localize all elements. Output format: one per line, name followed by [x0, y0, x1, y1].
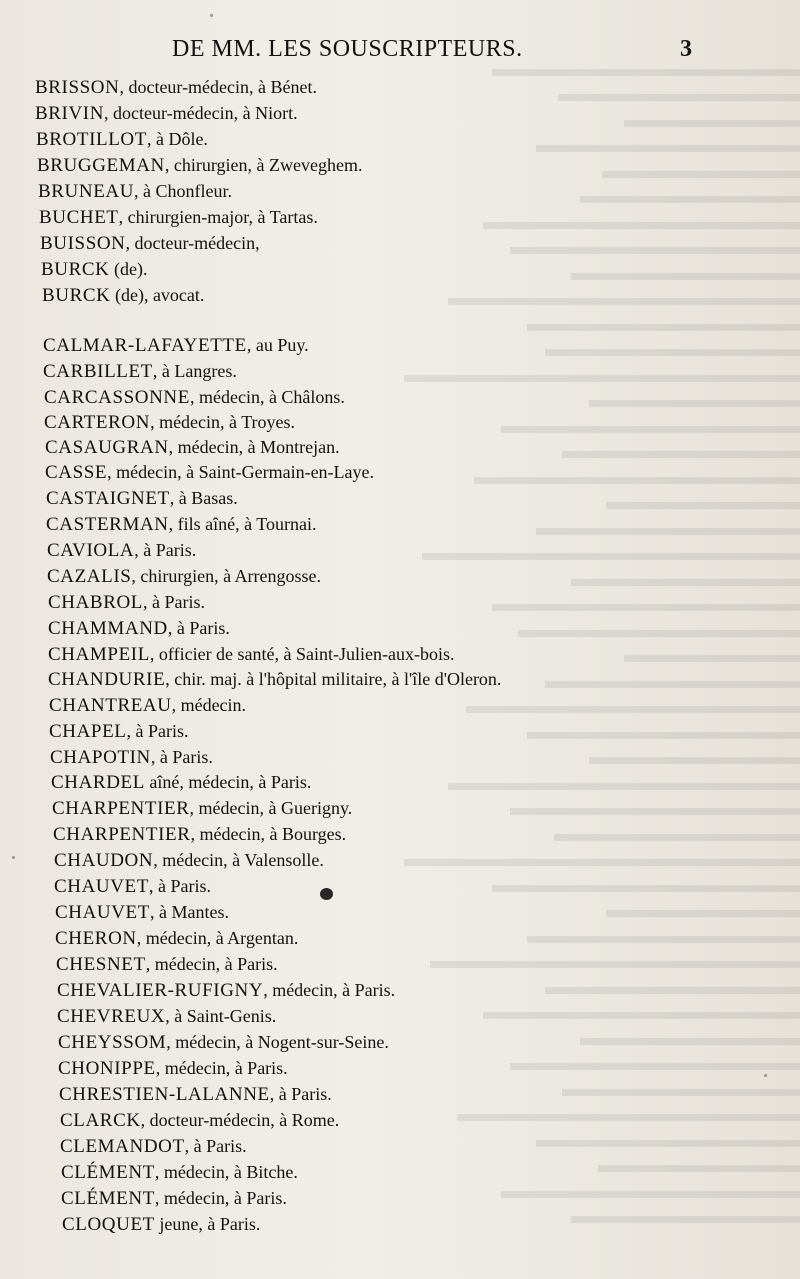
subscriber-details: (de).	[109, 259, 148, 279]
subscriber-details: , docteur-médecin,	[125, 233, 260, 253]
subscriber-name: CHRESTIEN-LALANNE	[59, 1084, 270, 1105]
paper-speck	[764, 1074, 767, 1077]
bleed-line	[527, 305, 800, 331]
subscriber-details: , médecin, à Châlons.	[189, 387, 345, 407]
subscriber-entry	[50, 746, 213, 769]
bleed-line	[448, 764, 800, 790]
subscriber-entry	[47, 565, 321, 588]
subscriber-entry	[58, 1057, 288, 1080]
bleed-line	[501, 407, 800, 433]
subscriber-details: , médecin, à Saint-Germain-en-Laye.	[107, 462, 375, 482]
subscriber-entry	[39, 206, 318, 229]
subscriber-details: , à Saint-Genis.	[165, 1006, 277, 1026]
subscriber-entry	[48, 617, 230, 640]
bleed-line	[602, 152, 800, 178]
subscriber-details: , à Basas.	[169, 488, 238, 508]
subscriber-details: , médecin, à Paris.	[145, 954, 278, 974]
subscriber-name: BUISSON	[40, 233, 126, 254]
bleed-through-text	[360, 50, 800, 1230]
subscriber-entry	[46, 513, 316, 536]
subscriber-name: CHERON	[55, 928, 137, 949]
subscriber-name: CLÉMENT	[61, 1162, 155, 1183]
bleed-line	[558, 76, 800, 102]
bleed-line	[510, 1045, 800, 1071]
subscriber-details: , à Mantes.	[149, 902, 229, 922]
subscriber-entry	[45, 436, 340, 459]
subscriber-entry	[54, 849, 324, 872]
subscriber-details: , officier de santé, à Saint-Julien-aux-bois.	[149, 644, 455, 664]
subscriber-name: CHAMPEIL	[48, 644, 150, 665]
subscriber-details: , à Paris.	[134, 540, 197, 560]
subscriber-entry	[54, 875, 211, 898]
subscriber-entry	[60, 1135, 247, 1158]
subscriber-details: , au Puy.	[246, 335, 309, 355]
bleed-line	[483, 994, 800, 1020]
subscriber-name: CHEYSSOM	[58, 1032, 167, 1053]
bleed-line	[492, 586, 800, 612]
subscriber-entry	[58, 1031, 389, 1054]
bleed-line	[536, 1121, 800, 1147]
bleed-line	[510, 790, 800, 816]
subscriber-details: , à Paris.	[143, 592, 205, 612]
subscriber-entry	[38, 180, 232, 203]
subscriber-name: CAVIOLA	[47, 540, 135, 561]
subscriber-details: , à Paris.	[184, 1136, 247, 1156]
ink-spot	[320, 888, 333, 900]
subscriber-entry	[43, 360, 237, 383]
bleed-line	[492, 866, 800, 892]
paper-speck	[210, 14, 213, 17]
subscriber-name: BURCK	[42, 285, 111, 306]
bleed-line	[562, 433, 800, 459]
subscriber-entry	[59, 1083, 332, 1106]
subscriber-name: BRISSON	[35, 77, 120, 98]
running-head: DE MM. LES SOUSCRIPTEURS.	[172, 36, 523, 62]
subscriber-details: , médecin, à Paris.	[155, 1058, 288, 1078]
bleed-line	[422, 535, 800, 561]
subscriber-details: aîné, médecin, à Paris.	[144, 772, 312, 792]
subscriber-details: , docteur-médecin, à Rome.	[140, 1110, 340, 1130]
subscriber-name: CLARCK	[60, 1110, 141, 1131]
page-header	[150, 36, 710, 68]
subscriber-entry	[57, 979, 395, 1002]
bleed-line	[571, 560, 800, 586]
subscriber-details: , médecin, à Montrejan.	[168, 437, 340, 457]
subscriber-details: , médecin, à Nogent-sur-Seine.	[166, 1032, 389, 1052]
bleed-line	[589, 382, 800, 408]
subscriber-name: BRUGGEMAN	[37, 155, 165, 176]
subscriber-name: CHARDEL	[51, 772, 145, 793]
bleed-line	[527, 917, 800, 943]
subscriber-details: , à Dôle.	[146, 129, 208, 149]
subscriber-name: CARTERON	[44, 412, 151, 433]
subscriber-details: , docteur-médecin, à Niort.	[104, 103, 298, 123]
subscriber-details: , médecin, à Bitche.	[154, 1162, 298, 1182]
subscriber-details: , à Paris.	[148, 876, 211, 896]
subscriber-entry	[49, 694, 246, 717]
subscriber-details: , à Paris.	[167, 618, 230, 638]
subscriber-name: BROTILLOT	[36, 129, 147, 150]
subscriber-name: CLEMANDOT	[60, 1136, 185, 1157]
bleed-line	[501, 1172, 800, 1198]
subscriber-details: , à Paris.	[126, 721, 189, 741]
bleed-line	[580, 1019, 800, 1045]
subscriber-details: , médecin, à Guerigny.	[189, 798, 353, 818]
subscriber-name: BRIVIN	[35, 103, 105, 124]
bleed-line	[545, 331, 800, 357]
subscriber-entry	[53, 823, 346, 846]
bleed-line	[448, 280, 800, 306]
subscriber-name: CHESNET	[56, 954, 146, 975]
subscriber-entry	[43, 334, 309, 357]
subscriber-details: , médecin, à Paris.	[263, 980, 396, 1000]
subscriber-name: CHAUVET	[55, 902, 150, 923]
subscriber-entry	[41, 258, 147, 281]
subscriber-name: BURCK	[41, 259, 110, 280]
bleed-line	[536, 509, 800, 535]
subscriber-entry	[61, 1161, 298, 1184]
subscriber-details: , médecin, à Paris.	[154, 1188, 287, 1208]
subscriber-entry	[51, 771, 311, 794]
subscriber-details: jeune, à Paris.	[154, 1214, 261, 1234]
subscriber-name: CHAPOTIN	[50, 747, 151, 768]
subscriber-name: CASSE	[45, 462, 108, 483]
bleed-line	[474, 458, 800, 484]
bleed-line	[536, 127, 800, 153]
bleed-line	[554, 815, 800, 841]
bleed-line	[483, 203, 800, 229]
subscriber-details: , chir. maj. à l'hôpital militaire, à l'île d'Oleron.	[165, 669, 502, 689]
subscriber-entry	[35, 102, 298, 125]
subscriber-details: , médecin, à Argentan.	[136, 928, 299, 948]
subscriber-name: CHEVREUX	[57, 1006, 166, 1027]
subscriber-entry	[49, 720, 189, 743]
bleed-line	[404, 356, 800, 382]
bleed-line	[404, 841, 800, 867]
subscriber-details: , chirurgien, à Arrengosse.	[131, 566, 322, 586]
bleed-line	[624, 637, 800, 663]
subscriber-entry	[52, 797, 352, 820]
subscriber-name: CASTERMAN	[46, 514, 169, 535]
subscriber-name: CARCASSONNE	[44, 387, 190, 408]
subscriber-name: CHAUDON	[54, 850, 154, 871]
subscriber-details: , à Paris.	[150, 747, 213, 767]
bleed-line	[527, 713, 800, 739]
subscriber-name: CHARPENTIER	[52, 798, 190, 819]
bleed-line	[589, 739, 800, 765]
subscriber-name: BRUNEAU	[38, 181, 135, 202]
subscriber-name: CHONIPPE	[58, 1058, 156, 1079]
subscriber-details: , à Paris.	[269, 1084, 332, 1104]
subscriber-entry	[55, 927, 298, 950]
bleed-line	[545, 968, 800, 994]
subscriber-details: , médecin.	[171, 695, 247, 715]
subscriber-details: , chirurgien-major, à Tartas.	[118, 207, 318, 227]
subscriber-name: CAZALIS	[47, 566, 132, 587]
subscriber-details: , médecin, à Troyes.	[150, 412, 296, 432]
subscriber-name: CHEVALIER-RUFIGNY	[57, 980, 264, 1001]
bleed-line	[457, 1096, 800, 1122]
subscriber-entry	[42, 284, 204, 307]
subscriber-details: (de), avocat.	[110, 285, 205, 305]
bleed-line	[580, 178, 800, 204]
paper-speck	[12, 856, 15, 859]
subscriber-entry	[36, 128, 208, 151]
subscriber-entry	[44, 386, 345, 409]
subscriber-entry	[56, 953, 278, 976]
subscriber-name: CHABROL	[48, 592, 143, 613]
bleed-line	[518, 611, 800, 637]
subscriber-name: CASTAIGNET	[46, 488, 170, 509]
subscriber-entry	[62, 1213, 260, 1236]
subscriber-name: BUCHET	[39, 207, 119, 228]
subscriber-entry	[48, 643, 455, 666]
subscriber-entry	[55, 901, 229, 924]
page-number: 3	[680, 36, 692, 62]
subscriber-details: , médecin, à Bourges.	[190, 824, 347, 844]
bleed-line	[598, 1147, 800, 1173]
subscriber-details: , à Langres.	[152, 361, 237, 381]
subscriber-details: , à Chonfleur.	[134, 181, 233, 201]
subscriber-entry	[61, 1187, 287, 1210]
subscriber-entry	[35, 76, 317, 99]
subscriber-entry	[48, 668, 501, 691]
subscriber-entry	[60, 1109, 339, 1132]
subscriber-entry	[57, 1005, 276, 1028]
subscriber-entry	[44, 411, 295, 434]
subscriber-entry	[48, 591, 205, 614]
subscriber-name: CARBILLET	[43, 361, 153, 382]
subscriber-details: , médecin, à Valensolle.	[153, 850, 324, 870]
subscriber-name: CHANDURIE	[48, 669, 166, 690]
subscriber-entry	[46, 487, 238, 510]
bleed-line	[466, 688, 800, 714]
subscriber-entry	[45, 461, 374, 484]
subscriber-details: , fils aîné, à Tournai.	[168, 514, 317, 534]
subscriber-entry	[47, 539, 196, 562]
subscriber-entry	[37, 154, 362, 177]
subscriber-name: CLOQUET	[62, 1214, 155, 1235]
bleed-line	[510, 229, 800, 255]
subscriber-details: , docteur-médecin, à Bénet.	[119, 77, 318, 97]
bleed-line	[571, 1198, 800, 1224]
subscriber-name: CHARPENTIER	[53, 824, 191, 845]
subscriber-name: CLÉMENT	[61, 1188, 155, 1209]
bleed-line	[606, 484, 800, 510]
subscriber-name: CHAUVET	[54, 876, 149, 897]
subscriber-entry	[40, 232, 260, 255]
subscriber-name: CHAMMAND	[48, 618, 168, 639]
bleed-line	[545, 662, 800, 688]
subscriber-name: CHAPEL	[49, 721, 127, 742]
bleed-line	[430, 943, 800, 969]
bleed-line	[624, 101, 800, 127]
subscriber-name: CASAUGRAN	[45, 437, 169, 458]
bleed-line	[606, 892, 800, 918]
subscriber-name: CALMAR-LAFAYETTE	[43, 335, 247, 356]
bleed-line	[571, 254, 800, 280]
subscriber-details: , chirurgien, à Zweveghem.	[164, 155, 363, 175]
subscriber-name: CHANTREAU	[49, 695, 172, 716]
